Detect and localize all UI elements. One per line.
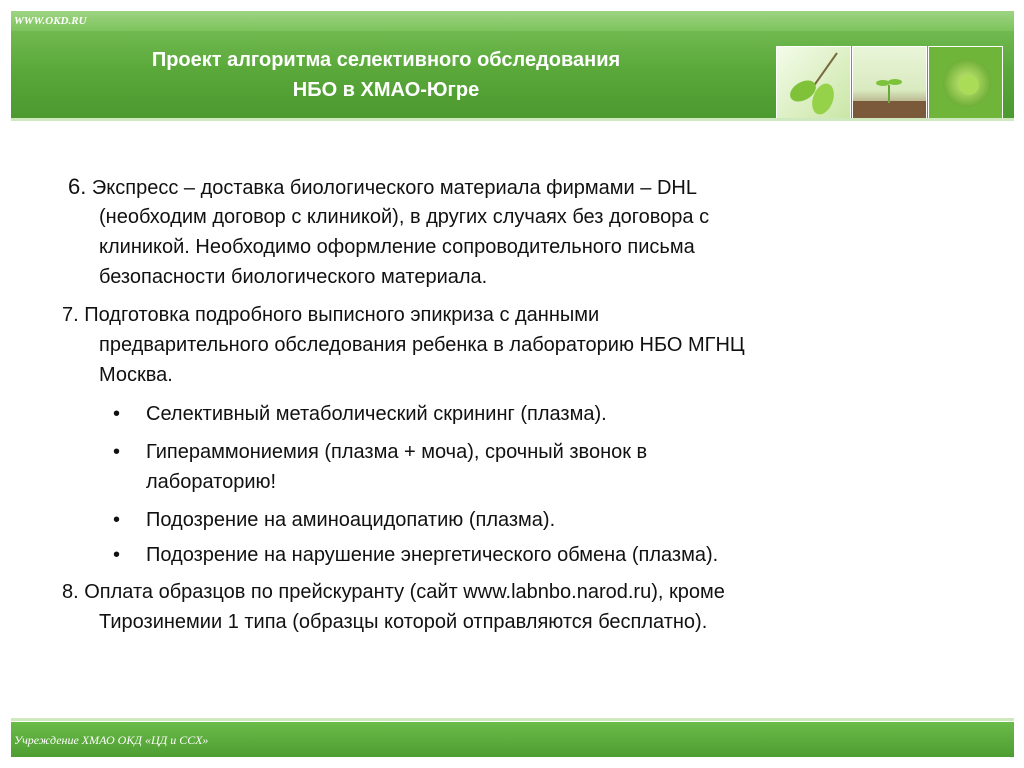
bullet-3-marker: • [113,509,121,531]
slide-title-line1: Проект алгоритма селективного обследования [151,49,621,71]
item-7-line1: 7. Подготовка подробного выписного эпикриза с данными [62,304,600,326]
item-7-line2: предварительного обследования ребенка в лабораторию НБО МГНЦ [99,334,745,356]
item-6-line1 [68,172,697,203]
site-url: WWW.OKD.RU [14,15,87,27]
bullet-4-marker: • [113,544,121,566]
item-6-line4: безопасности биологического материала. [99,266,488,288]
item-8-line2: Тирозинемии 1 типа (образцы которой отправляются бесплатно). [99,611,708,633]
item-6-line2: (необходим договор с клиникой), в других случаях без договора с [99,206,710,228]
footer-divider [11,718,1014,721]
item-6-text: Экспресс – доставка биологического материала фирмами – DHL [91,177,697,199]
bullet-2-text-cont: лабораторию! [146,471,277,493]
slide-title-line2: НБО в ХМАО-Югре [292,79,480,101]
bullet-1-marker: • [113,403,121,425]
footer-banner [11,722,1014,757]
bullet-2-text: Гипераммониемия (плазма + моча), срочный звонок в [146,441,648,463]
item-6-number: 6. [68,174,87,199]
footer-institution: Учреждение ХМАО ОКД «ЦД и ССХ» [14,733,209,747]
bullet-1-text: Селективный метаболический скрининг (плазма). [146,403,607,425]
bullet-2-marker: • [113,441,121,463]
item-8-line1: 8. Оплата образцов по прейскуранту (сайт www.labnbo.narod.ru), кроме [62,581,725,603]
item-7-line3: Москва. [99,364,173,386]
bullet-3-text: Подозрение на аминоацидопатию (плазма). [146,509,556,531]
bullet-4-text: Подозрение на нарушение энергетического обмена (плазма). [146,544,719,566]
item-6-line3: клиникой. Необходимо оформление сопроводительного письма [99,236,695,258]
